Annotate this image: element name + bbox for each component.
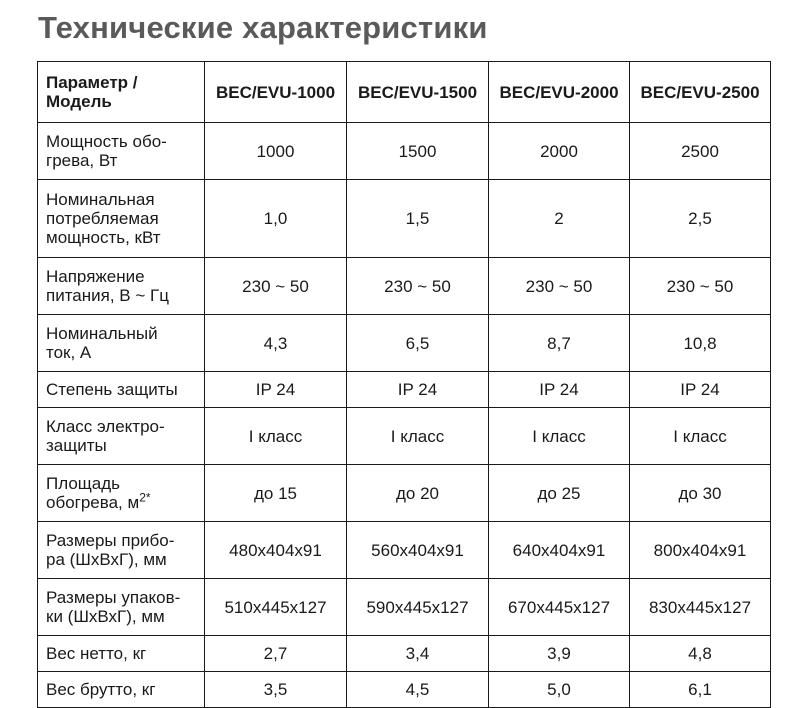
table-row [38,180,771,258]
row-label: Номинальная потребляемая мощность, кВт [38,180,205,258]
table-row [38,636,771,672]
row-label [38,465,205,522]
cell-value: 230 ~ 50 [489,258,630,315]
cell-value: 230 ~ 50 [347,258,489,315]
cell-value: до 15 [205,465,347,522]
cell-value: 230 ~ 50 [205,258,347,315]
row-label: Номинальный ток, А [38,315,205,372]
cell-value: 1,5 [347,180,489,258]
cell-value: 1000 [205,123,347,180]
model-header: BEC/EVU-2000 [489,62,630,123]
cell-value: I класс [630,408,771,465]
cell-value: 2,5 [630,180,771,258]
cell-value: I класс [489,408,630,465]
cell-value: I класс [205,408,347,465]
table-row [38,372,771,408]
row-label: Класс электро- защиты [38,408,205,465]
cell-value: 2500 [630,123,771,180]
row-label: Напряжение питания, В ~ Гц [38,258,205,315]
cell-value: 4,3 [205,315,347,372]
cell-value: 800х404х91 [630,522,771,579]
cell-value: 510х445х127 [205,579,347,636]
cell-value: I класс [347,408,489,465]
row-label: Степень защиты [38,372,205,408]
table-row [38,408,771,465]
row-label: Вес нетто, кг [38,636,205,672]
cell-value: 8,7 [489,315,630,372]
cell-value: 480х404х91 [205,522,347,579]
superscript: 2* [139,490,151,505]
table-header-row [38,62,771,123]
cell-value: 6,5 [347,315,489,372]
cell-value: 640х404х91 [489,522,630,579]
table-row [38,123,771,180]
specifications-table [37,61,771,708]
table-row [38,465,771,522]
cell-value: 1500 [347,123,489,180]
table-row [38,258,771,315]
param-header: Параметр / Модель [38,62,205,123]
cell-value: 6,1 [630,672,771,708]
cell-value: 4,8 [630,636,771,672]
cell-value: 5,0 [489,672,630,708]
model-header: BEC/EVU-1500 [347,62,489,123]
cell-value: 830х445х127 [630,579,771,636]
page-title: Технические характеристики [38,10,488,45]
cell-value: 3,4 [347,636,489,672]
table-row [38,522,771,579]
row-label-text: Площадь обогрева, м [46,474,140,512]
cell-value: IP 24 [489,372,630,408]
table-row [38,672,771,708]
row-label: Размеры прибо- ра (ШхВхГ), мм [38,522,205,579]
cell-value: 230 ~ 50 [630,258,771,315]
row-label: Мощность обо- грева, Вт [38,123,205,180]
cell-value: до 20 [347,465,489,522]
cell-value: IP 24 [630,372,771,408]
row-label: Размеры упаков- ки (ШхВхГ), мм [38,579,205,636]
cell-value: 2,7 [205,636,347,672]
cell-value: 670х445х127 [489,579,630,636]
cell-value: 2000 [489,123,630,180]
cell-value: до 30 [630,465,771,522]
cell-value: IP 24 [205,372,347,408]
cell-value: 10,8 [630,315,771,372]
model-header: BEC/EVU-1000 [205,62,347,123]
cell-value: 560х404х91 [347,522,489,579]
cell-value: до 25 [489,465,630,522]
cell-value: 2 [489,180,630,258]
cell-value: 3,5 [205,672,347,708]
row-label: Вес брутто, кг [38,672,205,708]
model-header: BEC/EVU-2500 [630,62,771,123]
cell-value: 590х445х127 [347,579,489,636]
table-row [38,315,771,372]
cell-value: IP 24 [347,372,489,408]
cell-value: 4,5 [347,672,489,708]
table-row [38,579,771,636]
cell-value: 3,9 [489,636,630,672]
cell-value: 1,0 [205,180,347,258]
